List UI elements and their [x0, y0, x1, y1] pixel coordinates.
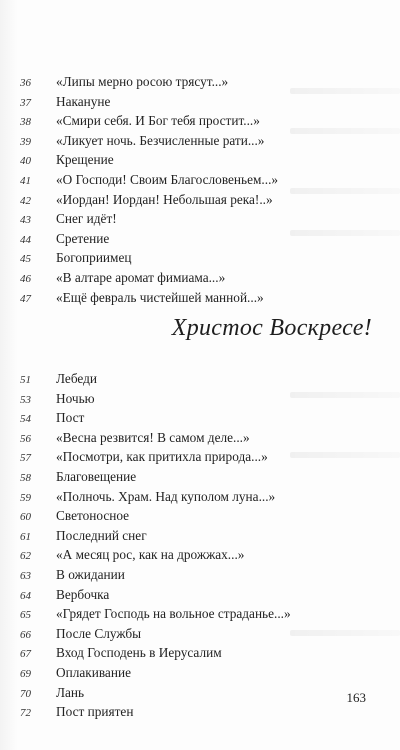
page-ref: 47	[20, 292, 31, 305]
page-ref: 60	[20, 511, 31, 524]
page-ref: 53	[20, 393, 31, 406]
page-ref: 58	[20, 471, 31, 484]
entry-title: «Смири себя. И Бог тебя простит...»	[56, 113, 260, 129]
page-ref: 40	[20, 155, 31, 168]
page-ref: 54	[20, 413, 31, 426]
page-ref: 57	[20, 452, 31, 465]
toc-entry	[0, 447, 400, 467]
toc-entry	[0, 408, 400, 428]
page-ref: 37	[20, 96, 31, 109]
toc-entry	[0, 545, 400, 565]
toc-entry	[0, 150, 400, 170]
toc-entry	[0, 288, 400, 308]
entry-title: Снег идёт!	[56, 211, 117, 227]
page-ref: 72	[20, 707, 31, 720]
page-ref: 59	[20, 491, 31, 504]
toc-entry	[0, 428, 400, 448]
entry-title: «Ещё февраль чистейшей манной...»	[56, 289, 264, 305]
toc-entry	[0, 683, 400, 703]
entry-title: «Иордан! Иордан! Небольшая река!..»	[56, 191, 273, 207]
entry-title: «А месяц рос, как на дрожжах...»	[56, 547, 245, 563]
page-ref: 65	[20, 609, 31, 622]
page-ref: 69	[20, 667, 31, 680]
entry-title: «Весна резвится! В самом деле...»	[56, 429, 250, 445]
toc-entry	[0, 92, 400, 112]
toc-entry	[0, 487, 400, 507]
entry-title: Сретение	[56, 230, 110, 246]
page-ref: 70	[20, 687, 31, 700]
entry-title: Пост приятен	[56, 704, 134, 720]
toc-entry	[0, 72, 400, 92]
toc-entry	[0, 624, 400, 644]
toc-entry	[0, 131, 400, 151]
entry-title: «Полночь. Храм. Над куполом луна...»	[56, 488, 276, 504]
toc-entry	[0, 268, 400, 288]
toc-entry	[0, 190, 400, 210]
entry-title: Вербочка	[56, 586, 110, 602]
entry-title: Богоприимец	[56, 250, 132, 266]
entry-title: «Липы мерно росою трясут...»	[56, 74, 229, 89]
page-ref: 66	[20, 628, 31, 641]
page-ref: 38	[20, 116, 31, 129]
entry-title: «Посмотри, как притихла природа...»	[56, 449, 268, 465]
page-ref: 46	[20, 272, 31, 285]
entry-title: «Грядет Господь на вольное страданье...»	[56, 606, 291, 622]
page-ref: 44	[20, 233, 31, 246]
toc-list-before	[0, 72, 400, 307]
entry-title: Лань	[56, 684, 85, 700]
page-number: 163	[346, 690, 366, 705]
toc-entry	[0, 369, 400, 389]
page-ref: 63	[20, 569, 31, 582]
entry-title: Оплакивание	[56, 664, 131, 680]
entry-title: Пост	[56, 410, 85, 426]
toc-entry	[0, 229, 400, 249]
entry-title: В ожидании	[56, 566, 125, 582]
toc-entry	[0, 663, 400, 683]
entry-title: Светоносное	[56, 508, 130, 524]
toc-entry	[0, 585, 400, 605]
page-ref: 64	[20, 589, 31, 602]
section-heading: Христос Воскресе!	[171, 315, 372, 341]
page-ref: 67	[20, 648, 31, 661]
toc-entry	[0, 604, 400, 624]
page-ref: 45	[20, 253, 31, 266]
entry-title: Благовещение	[56, 468, 137, 484]
toc-entry	[0, 506, 400, 526]
toc-entry	[0, 643, 400, 663]
entry-title: Накануне	[56, 93, 111, 109]
toc-entry	[0, 467, 400, 487]
entry-title: После Службы	[56, 625, 142, 641]
page-ref: 42	[20, 194, 31, 207]
toc-entry	[0, 389, 400, 409]
toc-entry	[0, 526, 400, 546]
entry-title: «Ликует ночь. Безчисленные рати...»	[56, 132, 265, 148]
page-ref: 56	[20, 432, 31, 445]
entry-title: Последний снег	[56, 527, 147, 543]
page-ref: 39	[20, 135, 31, 148]
page-ref: 41	[20, 174, 31, 187]
entry-title: Лебеди	[56, 371, 98, 386]
entry-title: «В алтаре аромат фимиама...»	[56, 269, 226, 285]
toc-list-after	[0, 369, 400, 722]
page-ref: 43	[20, 214, 31, 227]
entry-title: Вход Господень в Иерусалим	[56, 645, 222, 661]
page-ref: 61	[20, 530, 31, 543]
entry-title: Крещение	[56, 152, 114, 168]
page-ref: 36	[20, 77, 31, 89]
entry-title: «О Господи! Своим Благословеньем...»	[56, 171, 279, 187]
toc-entry	[0, 702, 400, 722]
page-ref: 51	[20, 374, 31, 386]
entry-title: Ночью	[56, 390, 95, 406]
toc-entry	[0, 209, 400, 229]
page-ref: 62	[20, 550, 31, 563]
toc-entry	[0, 111, 400, 131]
toc-entry	[0, 248, 400, 268]
toc-entry	[0, 170, 400, 190]
toc-entry	[0, 565, 400, 585]
